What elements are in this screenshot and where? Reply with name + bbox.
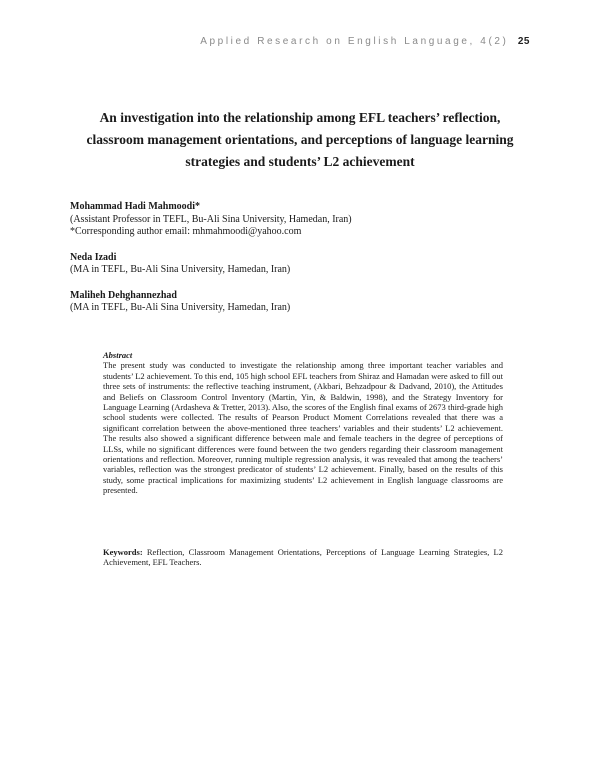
- keywords-section: [103, 547, 503, 568]
- title-line: strategies and students’ L2 achievement: [185, 154, 415, 169]
- author-affiliation: (MA in TEFL, Bu-Ali Sina University, Hamedan, Iran): [70, 302, 291, 313]
- author-block: [70, 252, 530, 277]
- paper-title: [70, 107, 530, 173]
- abstract-text: The present study was conducted to investigate the relationship among three important teacher variables and students’ L2 achievement. To this end, 105 high school EFL teachers from Shiraz and Hamadan were asked to fill out three sets of instruments: the reflective teaching instrument, (Akbari, Behzadpour & Dadvand, 2010), the Attitudes and Beliefs on Classroom Control Inventory (Martin, Yin, & Baldwin, 1998), and the Strategy Inventory for Language Learning (Ardasheva & Tretter, 2013). Also, the scores of the English final exams of 2673 third-grade high school students were collected. The results of Pearson Product Moment Correlations revealed that there was a significant correlation between the above-mentioned three teachers’ variables and their students’ L2 achievement. The results also showed a significant difference between male and female teachers in the degree of perceptions of LLSs, while no significant differences were found between the two genders regarding their classroom management orientations and reflection. Moreover, running multiple regression analysis, it was revealed that among the teachers’ variables, reflection was the strongest predicator of students’ L2 achievement. Finally, based on the results of this study, some practical implications for maximizing students’ L2 achievement in English language classrooms are presented.: [103, 360, 503, 496]
- author-affiliation: (Assistant Professor in TEFL, Bu-Ali Sina University, Hamedan, Iran): [70, 213, 352, 225]
- author-list: [70, 201, 530, 328]
- journal-name: Applied Research on English Language, 4(2): [200, 36, 509, 47]
- keywords-text: Reflection, Classroom Management Orientations, Perceptions of Language Learning Strategies, L2 Achievement, EFL Teachers.: [103, 547, 503, 568]
- abstract-heading: Abstract: [103, 350, 133, 360]
- author-block: [70, 290, 530, 315]
- author-name: Mohammad Hadi Mahmoodi*: [70, 201, 201, 212]
- author-affiliation: (MA in TEFL, Bu-Ali Sina University, Hamedan, Iran): [70, 264, 291, 275]
- author-name: Maliheh Dehghannezhad: [70, 289, 177, 301]
- page-number: 25: [517, 36, 530, 47]
- abstract-section: [103, 350, 503, 496]
- title-line: An investigation into the relationship among EFL teachers’ reflection,: [99, 110, 501, 125]
- title-line: classroom management orientations, and perceptions of language learning: [86, 132, 514, 147]
- author-name: Neda Izadi: [70, 251, 117, 263]
- author-email: *Corresponding author email: mhmahmoodi@yahoo.com: [70, 226, 302, 237]
- keywords-label: Keywords:: [103, 547, 147, 557]
- author-block: [70, 201, 530, 239]
- running-header: [200, 36, 530, 47]
